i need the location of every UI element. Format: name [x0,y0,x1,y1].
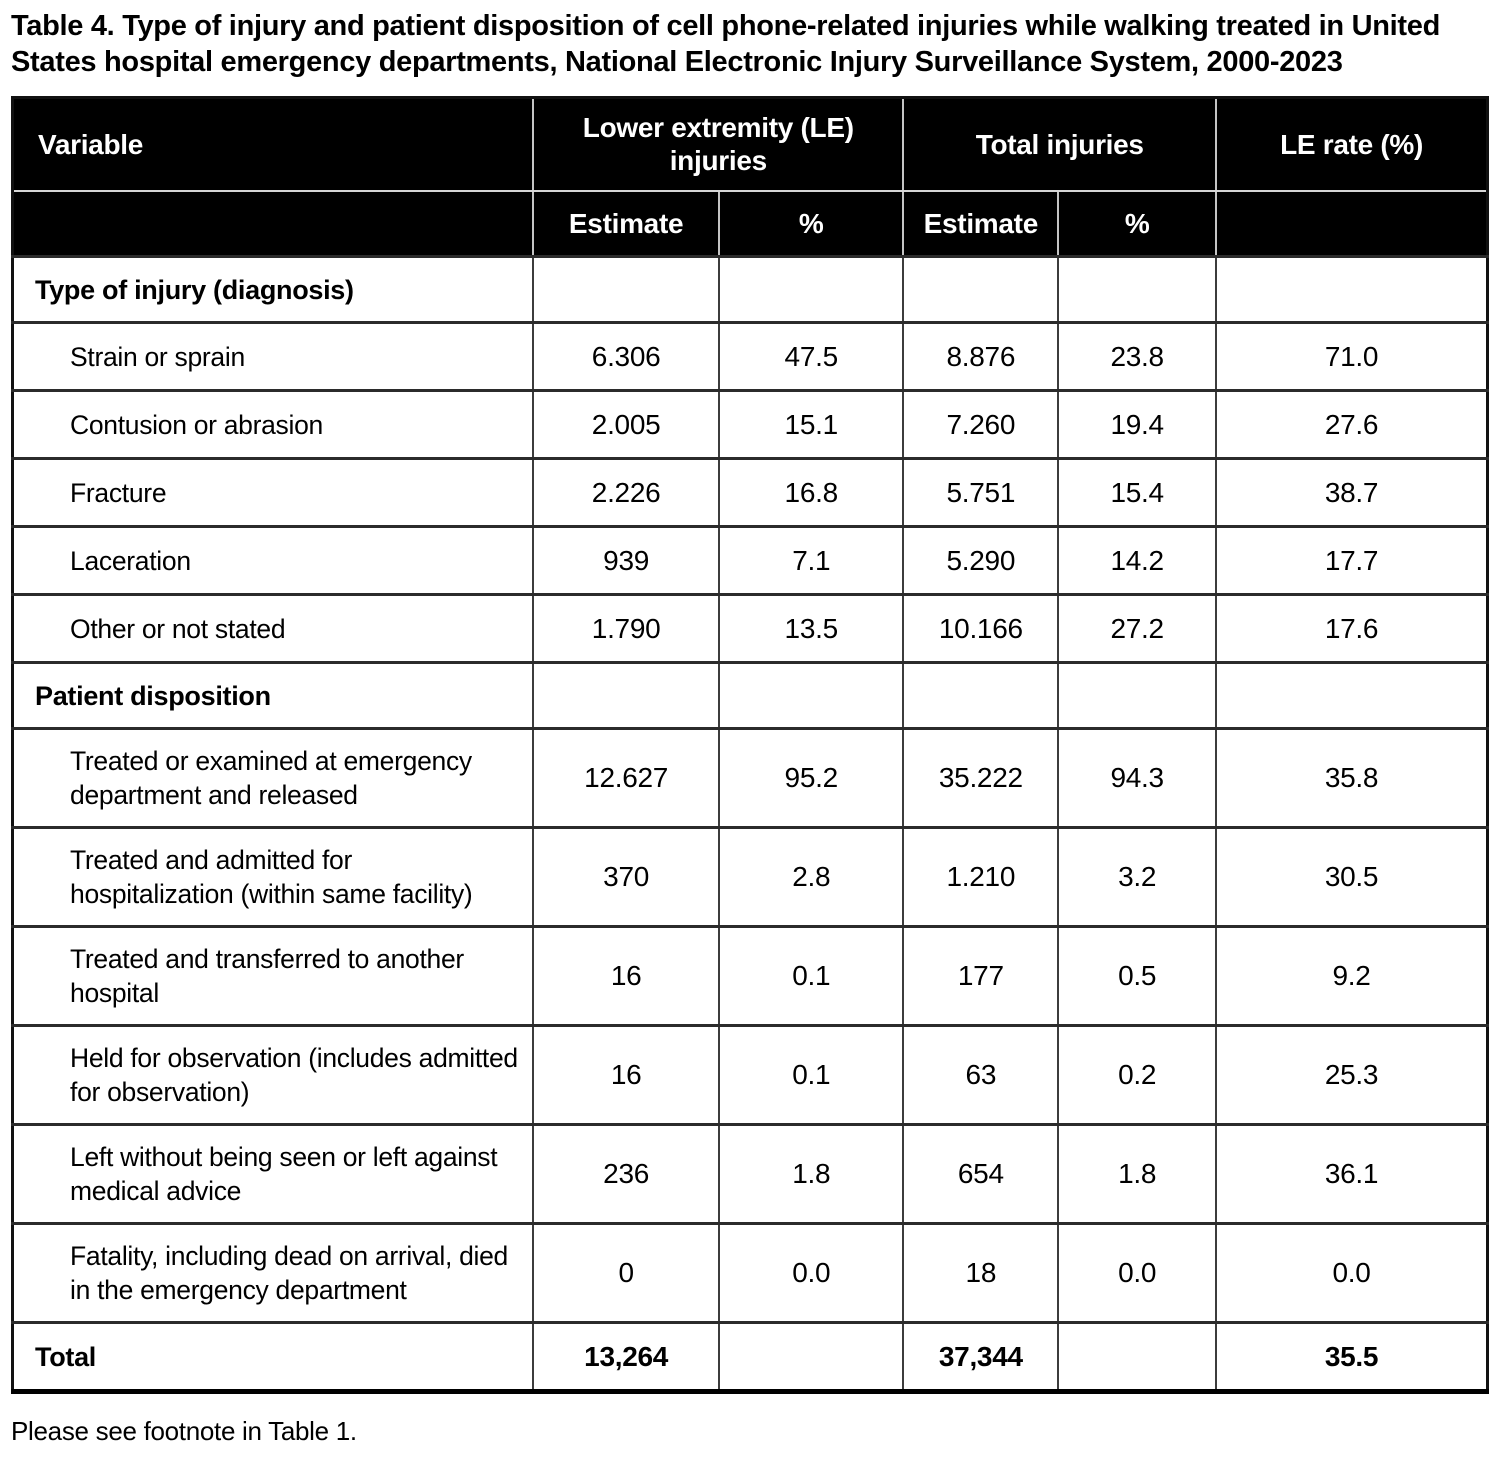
cell-value: 15.1 [719,391,903,459]
cell-value: 30.5 [1216,828,1487,927]
row-label: Fracture [13,459,534,527]
cell-value: 0.5 [1058,927,1216,1026]
total-cell-value [719,1323,903,1392]
footnote-text: Please see footnote in Table 1. [11,1416,357,1446]
cell-value: 47.5 [719,323,903,391]
cell-value: 7.260 [903,391,1058,459]
column-header-le-rate: LE rate (%) [1216,98,1487,191]
cell-value: 0.1 [719,927,903,1026]
column-header-variable: Variable [13,98,534,191]
table-title: Table 4. Type of injury and patient disposition of cell phone-related injuries while walking treated in United States hospital emergency departments, National Electronic Injury Surveillance System, 2000-2023 [11,10,1441,78]
total-cell-value: 13,264 [533,1323,719,1392]
table-row [13,1125,1488,1224]
row-label: Treated and admitted for hospitalization (within same facility) [13,828,534,927]
cell-value: 370 [533,828,719,927]
cell-value: 0.0 [1216,1224,1487,1323]
table-row [13,828,1488,927]
cell-value: 3.2 [1058,828,1216,927]
table-row [13,1224,1488,1323]
table-row [13,323,1488,391]
subheader-total-estimate: Estimate [903,191,1058,257]
cell-value: 17.7 [1216,527,1487,595]
cell-value: 16 [533,927,719,1026]
cell-value: 2.226 [533,459,719,527]
row-label: Left without being seen or left against medical advice [13,1125,534,1224]
table-row [13,459,1488,527]
cell-value: 177 [903,927,1058,1026]
total-cell-value [1058,1323,1216,1392]
cell-value: 0 [533,1224,719,1323]
cell-value: 939 [533,527,719,595]
cell-value: 16 [533,1026,719,1125]
cell-value: 236 [533,1125,719,1224]
cell-value: 5.290 [903,527,1058,595]
empty-cell [903,257,1058,323]
subheader-le-estimate: Estimate [533,191,719,257]
row-label: Strain or sprain [13,323,534,391]
empty-cell [1216,257,1487,323]
empty-cell [719,257,903,323]
table-header [13,98,1488,257]
group-header-row [13,98,1488,191]
cell-value: 13.5 [719,595,903,663]
empty-cell [1216,663,1487,729]
cell-value: 10.166 [903,595,1058,663]
row-label: Other or not stated [13,595,534,663]
empty-cell [533,257,719,323]
cell-value: 17.6 [1216,595,1487,663]
empty-cell [1058,257,1216,323]
total-row-label: Total [13,1323,534,1392]
cell-value: 0.0 [719,1224,903,1323]
cell-value: 63 [903,1026,1058,1125]
row-label: Laceration [13,527,534,595]
injury-disposition-table [11,96,1489,1394]
cell-value: 9.2 [1216,927,1487,1026]
cell-value: 1.8 [1058,1125,1216,1224]
column-header-le-injuries: Lower extremity (LE) injuries [533,98,903,191]
row-label: Treated and transferred to another hospital [13,927,534,1026]
cell-value: 12.627 [533,729,719,828]
subheader-blank-variable [13,191,534,257]
row-label: Held for observation (includes admitted for observation) [13,1026,534,1125]
table-row [13,391,1488,459]
cell-value: 38.7 [1216,459,1487,527]
table-row [13,595,1488,663]
cell-value: 7.1 [719,527,903,595]
row-label: Fatality, including dead on arrival, died in the emergency department [13,1224,534,1323]
row-label: Treated or examined at emergency department and released [13,729,534,828]
table-row [13,927,1488,1026]
table-row [13,1026,1488,1125]
total-row [13,1323,1488,1392]
table-row [13,527,1488,595]
empty-cell [1058,663,1216,729]
section-header-row [13,257,1488,323]
subheader-blank-le-rate [1216,191,1487,257]
cell-value: 19.4 [1058,391,1216,459]
empty-cell [903,663,1058,729]
cell-value: 71.0 [1216,323,1487,391]
cell-value: 0.1 [719,1026,903,1125]
cell-value: 654 [903,1125,1058,1224]
cell-value: 94.3 [1058,729,1216,828]
cell-value: 35.222 [903,729,1058,828]
section-header-row [13,663,1488,729]
cell-value: 23.8 [1058,323,1216,391]
table-body [13,257,1488,1392]
empty-cell [533,663,719,729]
cell-value: 95.2 [719,729,903,828]
cell-value: 27.2 [1058,595,1216,663]
column-header-total-injuries: Total injuries [903,98,1216,191]
cell-value: 16.8 [719,459,903,527]
cell-value: 18 [903,1224,1058,1323]
cell-value: 1.8 [719,1125,903,1224]
section-header-label: Patient disposition [13,663,534,729]
cell-value: 27.6 [1216,391,1487,459]
subheader-total-percent: % [1058,191,1216,257]
cell-value: 25.3 [1216,1026,1487,1125]
sub-header-row [13,191,1488,257]
cell-value: 5.751 [903,459,1058,527]
table-row [13,729,1488,828]
row-label: Contusion or abrasion [13,391,534,459]
cell-value: 0.0 [1058,1224,1216,1323]
cell-value: 35.8 [1216,729,1487,828]
total-cell-value: 35.5 [1216,1323,1487,1392]
cell-value: 0.2 [1058,1026,1216,1125]
section-header-label: Type of injury (diagnosis) [13,257,534,323]
cell-value: 6.306 [533,323,719,391]
total-cell-value: 37,344 [903,1323,1058,1392]
cell-value: 1.790 [533,595,719,663]
empty-cell [719,663,903,729]
cell-value: 2.005 [533,391,719,459]
cell-value: 14.2 [1058,527,1216,595]
cell-value: 15.4 [1058,459,1216,527]
cell-value: 1.210 [903,828,1058,927]
cell-value: 36.1 [1216,1125,1487,1224]
cell-value: 2.8 [719,828,903,927]
subheader-le-percent: % [719,191,903,257]
cell-value: 8.876 [903,323,1058,391]
